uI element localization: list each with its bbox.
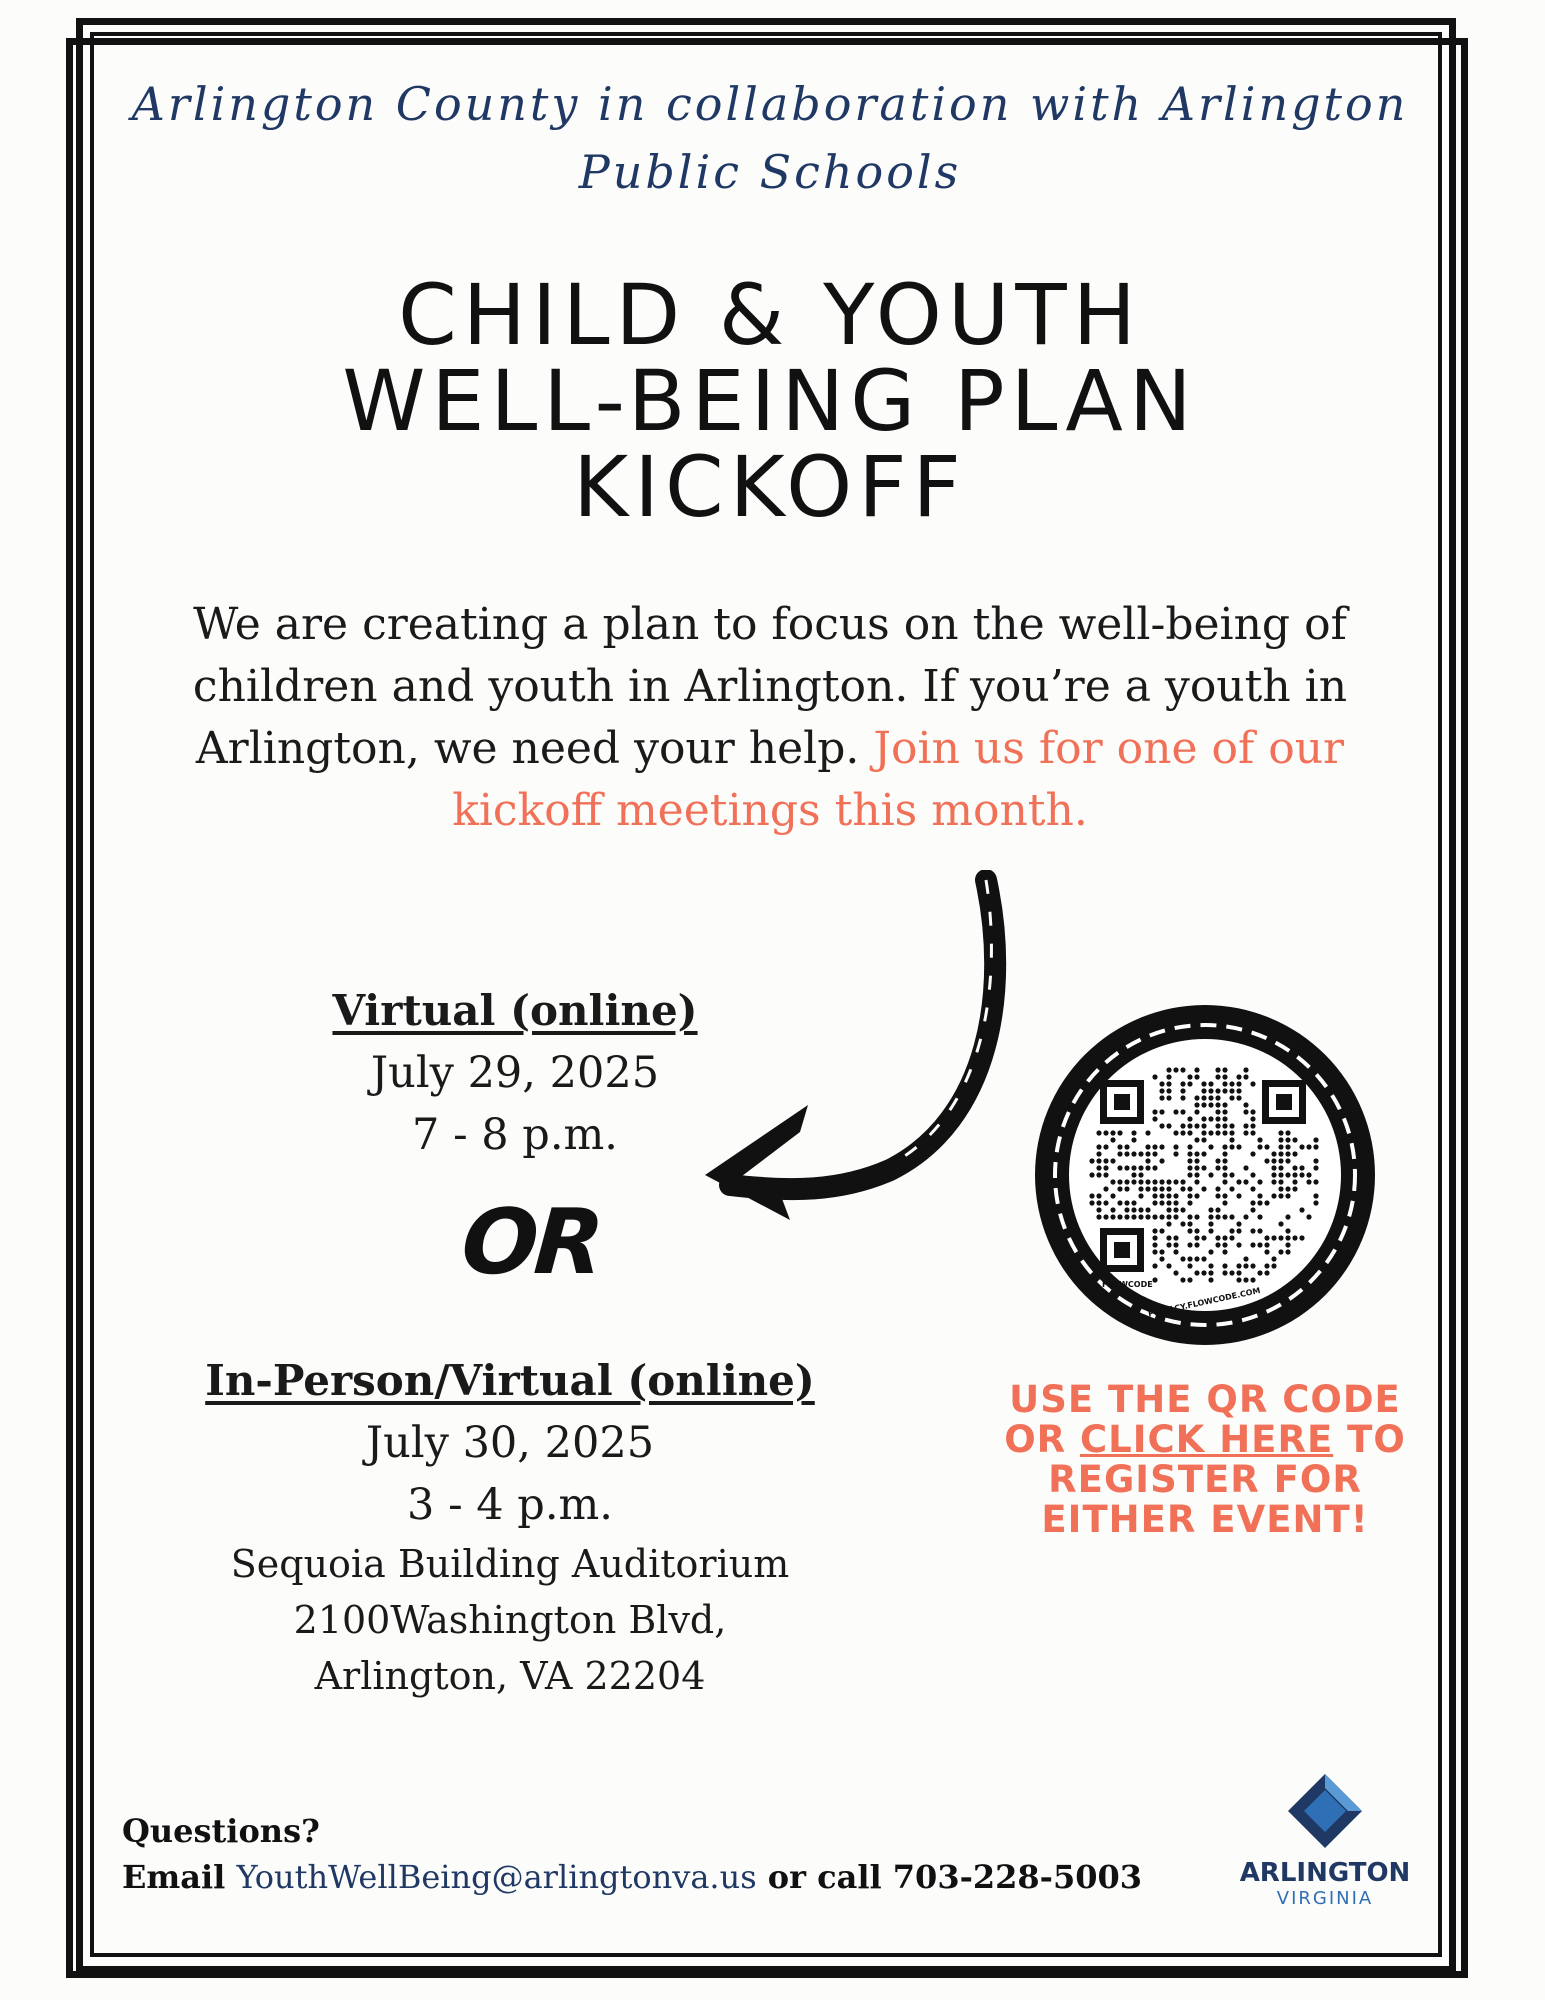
- event-in-person-label: In-Person/Virtual (online): [205, 1356, 815, 1405]
- intro-line-3-plain: Arlington, we need your help.: [195, 723, 874, 774]
- page-title: [160, 266, 1380, 536]
- event-virtual: [270, 980, 760, 1166]
- intro-line-4-accent: kickoff meetings this month.: [452, 785, 1088, 836]
- event-location-line-2: 2100Washington Blvd,: [293, 1598, 727, 1642]
- title-line-3: KICKOFF: [573, 438, 967, 536]
- title-line-2: WELL-BEING PLAN: [342, 352, 1198, 450]
- click-here-link[interactable]: CLICK HERE: [1080, 1418, 1334, 1461]
- arlington-logo: [1225, 1770, 1425, 1930]
- event-in-person-time: 3 - 4 p.m.: [407, 1480, 613, 1530]
- event-virtual-date: July 29, 2025: [370, 1048, 660, 1098]
- arlington-diamond-icon: [1282, 1770, 1368, 1856]
- qr-finder-bottom-left-icon: [1100, 1228, 1144, 1272]
- intro-paragraph: [140, 594, 1400, 842]
- intro-line-3-accent: Join us for one of our: [873, 723, 1345, 774]
- event-in-person-date: July 30, 2025: [365, 1418, 655, 1468]
- email-prefix: Email: [122, 1858, 237, 1896]
- cta-line-2-suffix: TO: [1333, 1418, 1406, 1461]
- event-location-line-3: Arlington, VA 22204: [314, 1654, 706, 1698]
- or-separator: OR: [458, 1190, 604, 1295]
- contact-footer: [122, 1808, 1222, 1900]
- intro-line-2: children and youth in Arlington. If you’re a youth in: [192, 661, 1348, 712]
- qr-finder-top-left-icon: [1100, 1080, 1144, 1124]
- cta-line-1: USE THE QR CODE: [1009, 1378, 1401, 1421]
- register-cta: [960, 1380, 1450, 1540]
- title-line-1: CHILD & YOUTH: [398, 266, 1142, 364]
- email-link[interactable]: YouthWellBeing@arlingtonva.us: [236, 1858, 757, 1896]
- intro-line-1: We are creating a plan to focus on the well-being of: [193, 599, 1347, 650]
- qr-brand-label: FLOWCODE: [1102, 1280, 1153, 1289]
- event-virtual-label: Virtual (online): [332, 986, 698, 1035]
- cta-line-2: [960, 1420, 1450, 1460]
- cta-line-2-prefix: OR: [1004, 1418, 1081, 1461]
- event-in-person: [160, 1350, 860, 1704]
- subtitle-line-1: Arlington County in collaboration with Arlington: [131, 77, 1409, 131]
- contact-line: [122, 1854, 1222, 1900]
- qr-code[interactable]: [1030, 1000, 1380, 1350]
- logo-name: ARLINGTON: [1239, 1858, 1411, 1888]
- cta-line-3: REGISTER FOR: [1048, 1458, 1362, 1501]
- phone-text: or call 703-228-5003: [756, 1858, 1142, 1896]
- qr-finder-top-right-icon: [1262, 1080, 1306, 1124]
- event-location-line-1: Sequoia Building Auditorium: [230, 1542, 790, 1586]
- subtitle-line-2: Public Schools: [578, 145, 962, 199]
- qr-privacy-label: PRIVACY.FLOWCODE.COM: [1147, 1285, 1262, 1319]
- event-virtual-time: 7 - 8 p.m.: [412, 1110, 618, 1160]
- intro-line-3: [140, 718, 1400, 780]
- cta-line-4: EITHER EVENT!: [1041, 1498, 1369, 1541]
- logo-state: VIRGINIA: [1276, 1888, 1374, 1909]
- questions-label: Questions?: [122, 1812, 320, 1850]
- header-subtitle: [120, 70, 1420, 206]
